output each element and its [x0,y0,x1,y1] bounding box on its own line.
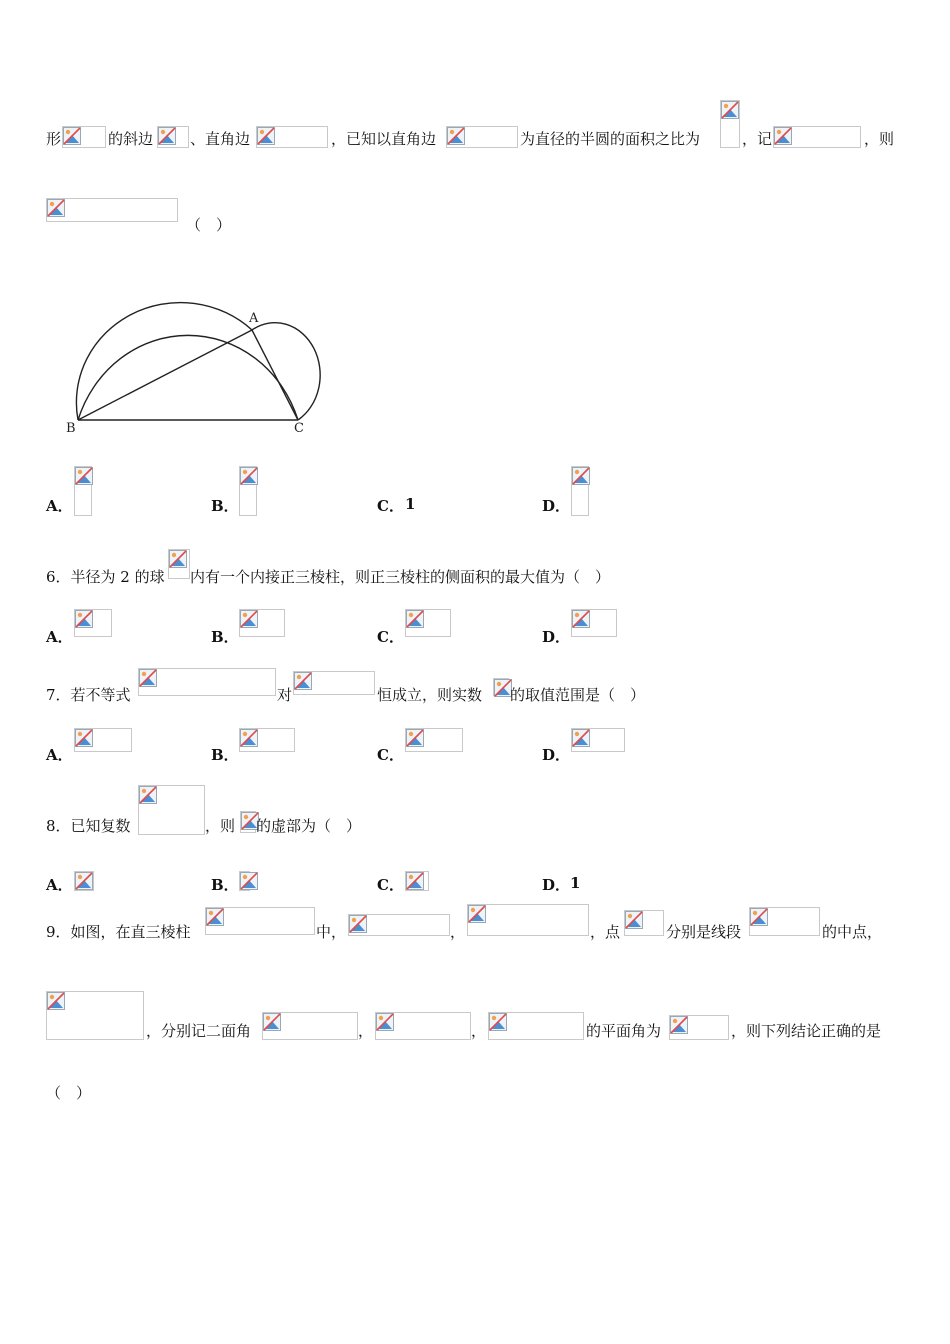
label-c: C [294,421,304,436]
semicircle-figure [62,272,332,442]
broken-image-icon [406,872,424,890]
q7-option-d-label: D． [542,746,571,764]
q9-text-9: ， [471,1022,487,1040]
formula-image [749,907,820,936]
broken-image-icon [263,1013,281,1031]
broken-image-icon [158,127,176,145]
broken-image-icon [468,905,486,923]
q5-text-4: ，已知以直角边 [331,130,437,148]
q5-option-c-value: 1 [405,495,416,513]
formula-image [446,126,518,148]
broken-image-icon [376,1013,394,1031]
broken-image-icon [406,729,424,747]
broken-image-icon [240,729,258,747]
broken-image-icon [240,872,258,890]
segment-ac [252,330,298,420]
q5-option-d-image [571,466,589,516]
q9-text-2: 中， [316,923,347,941]
formula-image [138,785,205,835]
formula-image [488,1012,584,1040]
broken-image-icon [206,908,224,926]
q6-option-d-label: D． [542,628,571,646]
q8-text-3: 的虚部为（ ） [256,817,362,835]
q7-text-2: 对 [277,686,293,704]
q7-text-3: 恒成立，则实数 [377,686,483,704]
formula-image [240,811,256,833]
q6-option-a-image [74,609,112,637]
q7-option-a-image [74,728,132,752]
formula-image [467,904,589,936]
q5-text-6: ，记 [742,130,773,148]
q5-text-2: 的斜边 [108,130,154,148]
q7-text-1: 7．若不等式 [46,686,131,704]
formula-image [46,198,178,222]
q6-option-b-image [239,609,285,637]
semicircle-on-ac [252,323,320,420]
broken-image-icon [75,467,93,485]
q6-option-d-image [571,609,617,637]
q5-text-1: 形 [46,130,62,148]
q8-option-a-label: A． [46,876,73,894]
broken-image-icon [75,610,93,628]
formula-image [262,1012,358,1040]
q9-paren: （ ） [46,1084,92,1102]
broken-image-icon [670,1016,688,1034]
broken-image-icon [294,672,312,690]
formula-image [205,907,315,935]
q9-text-8: ， [358,1022,374,1040]
broken-image-icon [63,127,81,145]
broken-image-icon [47,199,65,217]
broken-image-icon [349,915,367,933]
q5-option-d-label: D． [542,497,571,515]
formula-image [773,126,861,148]
q5-option-c-label: C． [377,497,404,515]
formula-image [493,678,509,696]
broken-image-icon [750,908,768,926]
formula-image [293,671,375,695]
broken-image-icon [169,550,187,568]
q5-paren: （ ） [186,216,232,234]
formula-image [720,100,740,148]
broken-image-icon [572,610,590,628]
broken-image-icon [489,1013,507,1031]
formula-image [669,1015,729,1040]
broken-image-icon [447,127,465,145]
q7-option-c-image [405,728,463,752]
semicircle-on-ab [76,303,252,420]
formula-image [168,549,190,579]
q9-text-11: ，则下列结论正确的是 [731,1022,882,1040]
formula-image [157,126,189,148]
q9-text-5: 分别是线段 [666,923,742,941]
q5-text-5: 为直径的半圆的面积之比为 [520,130,701,148]
q5-option-a-label: A． [46,497,73,515]
formula-image [46,991,144,1040]
q7-option-d-image [571,728,625,752]
q8-option-c-label: C． [377,876,404,894]
q6-option-b-label: B． [211,628,239,646]
q6-option-a-label: A． [46,628,73,646]
q6-text-1: 6．半径为 2 的球 [46,568,165,586]
segment-ab [78,330,252,420]
formula-image [348,914,450,936]
broken-image-icon [406,610,424,628]
q7-text-4: 的取值范围是（ ） [510,686,646,704]
q9-text-1: 9．如图，在直三棱柱 [46,923,191,941]
q8-option-d-value: 1 [570,874,581,892]
q9-text-10: 的平面角为 [586,1022,662,1040]
broken-image-icon [572,467,590,485]
label-b: B [66,421,76,436]
q5-option-b-label: B． [211,497,239,515]
large-semicircle [78,335,298,420]
label-a: A [249,311,259,326]
broken-image-icon [47,992,65,1010]
broken-image-icon [240,467,258,485]
broken-image-icon [139,669,157,687]
q5-text-3: 、直角边 [190,130,251,148]
q7-option-a-label: A． [46,746,73,764]
q9-text-4: ，点 [590,923,621,941]
q5-text-7: ，则 [864,130,895,148]
q7-option-b-label: B． [211,746,239,764]
q9-text-3: ， [450,923,466,941]
broken-image-icon [625,911,643,929]
q8-option-d-label: D． [542,876,571,894]
q5-option-a-image [74,466,92,516]
q6-option-c-image [405,609,451,637]
formula-image [375,1012,471,1040]
broken-image-icon [721,101,739,119]
broken-image-icon [75,872,93,890]
q5-option-b-image [239,466,257,516]
formula-image [256,126,328,148]
formula-image [138,668,276,696]
q8-option-b-label: B． [211,876,239,894]
q8-option-b-image [239,871,250,891]
q6-text-2: 内有一个内接正三棱柱，则正三棱柱的侧面积的最大值为（ ） [190,568,611,586]
q7-option-c-label: C． [377,746,404,764]
q8-text-1: 8．已知复数 [46,817,131,835]
formula-image [62,126,106,148]
broken-image-icon [139,786,157,804]
broken-image-icon [240,610,258,628]
q9-text-6: 的中点， [822,923,883,941]
q6-option-c-label: C． [377,628,404,646]
q9-text-7: ，分别记二面角 [146,1022,252,1040]
broken-image-icon [257,127,275,145]
broken-image-icon [774,127,792,145]
broken-image-icon [572,729,590,747]
q8-text-2: ，则 [205,817,236,835]
broken-image-icon [75,729,93,747]
formula-image [624,910,664,936]
q8-option-c-image [405,871,429,891]
q7-option-b-image [239,728,295,752]
q8-option-a-image [74,871,94,891]
